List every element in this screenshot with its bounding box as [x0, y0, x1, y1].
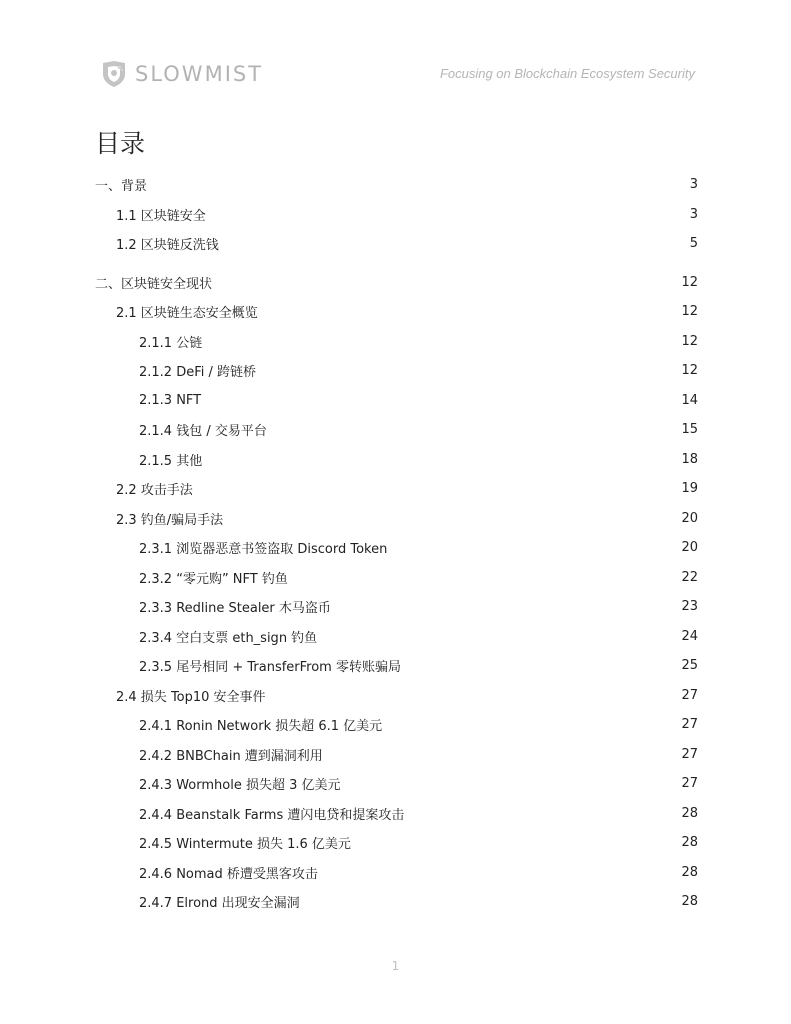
toc-entry[interactable]	[95, 887, 698, 917]
toc-entry-page: 28	[681, 835, 698, 851]
toc-entry-label: 2.3 钓鱼/骗局手法	[116, 512, 224, 528]
toc-entry-label: 2.4 损失 Top10 安全事件	[116, 689, 266, 705]
toc-entry-label: 2.3.1 浏览器恶意书签盗取 Discord Token	[139, 542, 388, 558]
toc-entry[interactable]	[95, 170, 698, 200]
toc-entry-page: 25	[681, 658, 698, 674]
toc-entry-label: 2.3.3 Redline Stealer 木马盗币	[139, 601, 331, 617]
toc-entry[interactable]	[95, 229, 698, 259]
toc-entry[interactable]	[95, 681, 698, 711]
page-header	[0, 0, 791, 110]
toc-entry-label: 2.4.1 Ronin Network 损失超 6.1 亿美元	[139, 719, 383, 735]
toc-entry[interactable]	[95, 592, 698, 622]
toc-entry-page: 20	[681, 510, 698, 526]
toc-entry[interactable]	[95, 504, 698, 534]
page-number: 1	[391, 959, 400, 973]
toc-entry-label: 一、背景	[95, 179, 148, 195]
toc-entry[interactable]	[95, 740, 698, 770]
toc-entry-page: 12	[681, 363, 698, 379]
toc-entry-label: 2.4.2 BNBChain 遭到漏洞利用	[139, 748, 323, 764]
toc-entry-page: 28	[681, 805, 698, 821]
toc-entry-page: 27	[681, 717, 698, 733]
toc-entry-label: 2.2 攻击手法	[116, 483, 193, 499]
logo-text: SLOWMIST	[135, 62, 264, 86]
slowmist-logo	[101, 59, 263, 89]
toc-entry-label: 2.1.4 钱包 / 交易平台	[139, 424, 267, 440]
toc-entry[interactable]	[95, 769, 698, 799]
toc-entry-page: 3	[689, 177, 698, 193]
toc-entry[interactable]	[95, 386, 698, 416]
toc-entry-page: 27	[681, 776, 698, 792]
toc-entry-label: 2.1 区块链生态安全概览	[116, 306, 258, 322]
toc-entry-page: 12	[681, 333, 698, 349]
toc-entry-page: 15	[681, 422, 698, 438]
toc-entry-label: 2.4.3 Wormhole 损失超 3 亿美元	[139, 778, 341, 794]
toc-entry-label: 2.3.4 空白支票 eth_sign 钓鱼	[139, 630, 318, 646]
toc-entry-label: 2.4.6 Nomad 桥遭受黑客攻击	[139, 866, 318, 882]
toc-entry-label: 2.1.3 NFT	[139, 392, 202, 408]
toc-entry[interactable]	[95, 297, 698, 327]
toc-entry-label: 2.3.5 尾号相同 + TransferFrom 零转账骗局	[139, 660, 401, 676]
toc-entry[interactable]	[95, 445, 698, 475]
toc-entry-page: 27	[681, 687, 698, 703]
toc-title: 目录	[95, 129, 146, 158]
toc-entry-page: 28	[681, 894, 698, 910]
toc-entry-page: 20	[681, 540, 698, 556]
header-tagline: Focusing on Blockchain Ecosystem Security	[439, 66, 695, 81]
toc-entry-label: 二、区块链安全现状	[95, 276, 213, 292]
toc-entry-page: 27	[681, 746, 698, 762]
toc-entry[interactable]	[95, 474, 698, 504]
toc-entry-page: 18	[681, 451, 698, 467]
toc-entry-page: 19	[681, 481, 698, 497]
toc-entry[interactable]	[95, 200, 698, 230]
toc-entry-label: 2.4.5 Wintermute 损失 1.6 亿美元	[139, 837, 351, 853]
toc-entry[interactable]	[95, 268, 698, 298]
toc-entry-page: 23	[681, 599, 698, 615]
toc-entry[interactable]	[95, 415, 698, 445]
toc-entry-label: 1.2 区块链反洗钱	[116, 238, 219, 254]
toc-entry[interactable]	[95, 710, 698, 740]
toc-entry-label: 2.4.7 Elrond 出现安全漏洞	[139, 896, 300, 912]
toc-entry-page: 5	[689, 236, 698, 252]
toc-entry-page: 3	[689, 206, 698, 222]
toc-entry[interactable]	[95, 828, 698, 858]
toc-entry[interactable]	[95, 622, 698, 652]
toc-entry[interactable]	[95, 356, 698, 386]
toc-entry[interactable]	[95, 858, 698, 888]
table-of-contents	[95, 170, 698, 917]
toc-entry-page: 24	[681, 628, 698, 644]
toc-entry-label: 2.4.4 Beanstalk Farms 遭闪电贷和提案攻击	[139, 807, 405, 823]
toc-entry-page: 12	[681, 274, 698, 290]
toc-entry-page: 22	[681, 569, 698, 585]
toc-entry[interactable]	[95, 327, 698, 357]
toc-entry[interactable]	[95, 563, 698, 593]
toc-entry-label: 1.1 区块链安全	[116, 208, 206, 224]
toc-entry-label: 2.1.1 公链	[139, 335, 203, 351]
shield-logo-icon	[101, 60, 127, 88]
toc-entry[interactable]	[95, 799, 698, 829]
toc-entry-page: 12	[681, 304, 698, 320]
toc-entry-page: 28	[681, 864, 698, 880]
toc-entry-label: 2.3.2 “零元购” NFT 钓鱼	[139, 571, 288, 587]
toc-entry-label: 2.1.2 DeFi / 跨链桥	[139, 365, 257, 381]
toc-entry-label: 2.1.5 其他	[139, 453, 203, 469]
toc-entry[interactable]	[95, 533, 698, 563]
toc-entry[interactable]	[95, 651, 698, 681]
toc-entry-page: 14	[681, 392, 698, 408]
